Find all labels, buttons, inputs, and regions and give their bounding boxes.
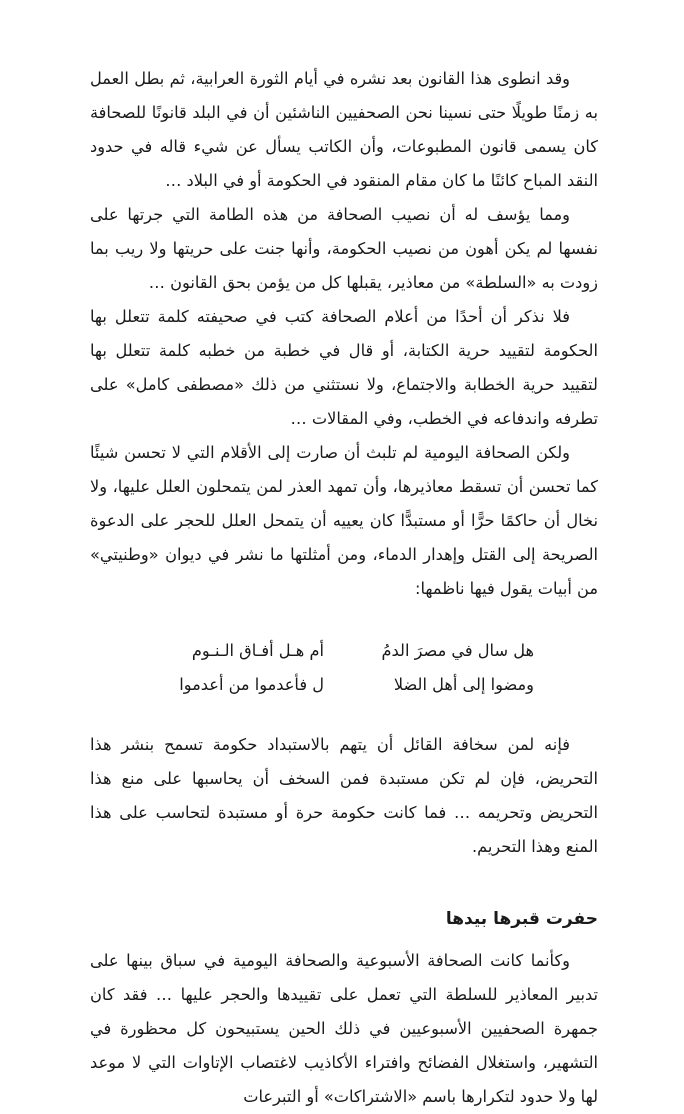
paragraph-after-poem: فإنه لمن سخافة القائل أن يتهم بالاستبداد حكومة تسمح بنشر هذا التحريض، فإن لم تكن مستبدة فمن السخف أن يحاسبها على منع هذا التحريض وتحريمه … فما كانت حكومة حرة أو مستبدة لتحاسب على هذا المنع وهذا التحريم. [90, 735, 598, 856]
poem-verse-2-second-hemistich: ل فأعدموا من أعدموا [179, 675, 324, 694]
poem-block [90, 634, 598, 702]
paragraph-3: فلا نذكر أن أحدًا من أعلام الصحافة كتب في صحيفته كلمة تتعلل بها الحكومة لتقييد حرية الكتابة، أو قال في خطبة من خطبه كلمة تتعلل بها لتقييد حرية الخطابة والاجتماع، ولا نستثني من ذلك «مصطفى كامل» على تطرفه واندفاعه في الخطب، وفي المقالات … [90, 307, 598, 428]
paragraph-1: وقد انطوى هذا القانون بعد نشره في أيام الثورة العرابية، ثم بطل العمل به زمنًا طويلًا حتى نسينا نحن الصحفيين الناشئين أن في البلد قانونًا للصحافة كان يسمى قانون المطبوعات، وأن الكاتب يسأل عن شيء قاله في حدود النقد المباح كائنًا ما كان مقام المنقود في الحكومة أو في البلاد … [90, 69, 598, 190]
paragraph-4: ولكن الصحافة اليومية لم تلبث أن صارت إلى الأقلام التي لا تحسن شيئًا كما تحسن أن تسقط معاذيرها، وأن تمهد العذر لمن يتمحلون العلل عليها، ولا نخال أن حاكمًا حرًّا أو مستبدًّا كان يعييه أن يتمحل العلل للحجر على الدعوة الصريحة إلى القتل وإهدار الدماء، ومن أمثلتها ما نشر في ديوان «وطنيتي» من أبيات يقول فيها ناظمها: [90, 443, 598, 598]
poem-verse-1-first-hemistich: هل سال في مصرَ الدمُ [381, 641, 534, 660]
poem-verse-1-second-hemistich: أم هـل أفـاق الـنـوم [191, 641, 324, 660]
section-heading: حفرت قبرها بيدها [445, 909, 598, 929]
poem-verse-1 [90, 634, 598, 668]
poem-verse-2-first-hemistich: ومضوا إلى أهل الضلا [393, 675, 534, 694]
paragraph-2: ومما يؤسف له أن نصيب الصحافة من هذه الطامة التي جرتها على نفسها لم يكن أهون من نصيب الحكومة، وأنها جنت على حريتها ولا ريب بما زودت به «السلطة» من معاذير، يقبلها كل من يؤمن بحق القانون … [90, 205, 598, 292]
section-paragraph: وكأنما كانت الصحافة الأسبوعية والصحافة اليومية في سباق بينها على تدبير المعاذير للسلطة التي تعمل على تقييدها والحجر عليها … فقد كان جمهرة الصحفيين الأسبوعيين في ذلك الحين يستبيحون كل محظورة في التشهير، واستغلال الفضائح وافتراء الأكاذيب لاغتصاب الإتاوات التي لا موعد لها ولا حدود لتكرارها باسم «الاشتراكات» أو التبرعات [90, 951, 598, 1106]
poem-verse-2 [90, 668, 598, 702]
